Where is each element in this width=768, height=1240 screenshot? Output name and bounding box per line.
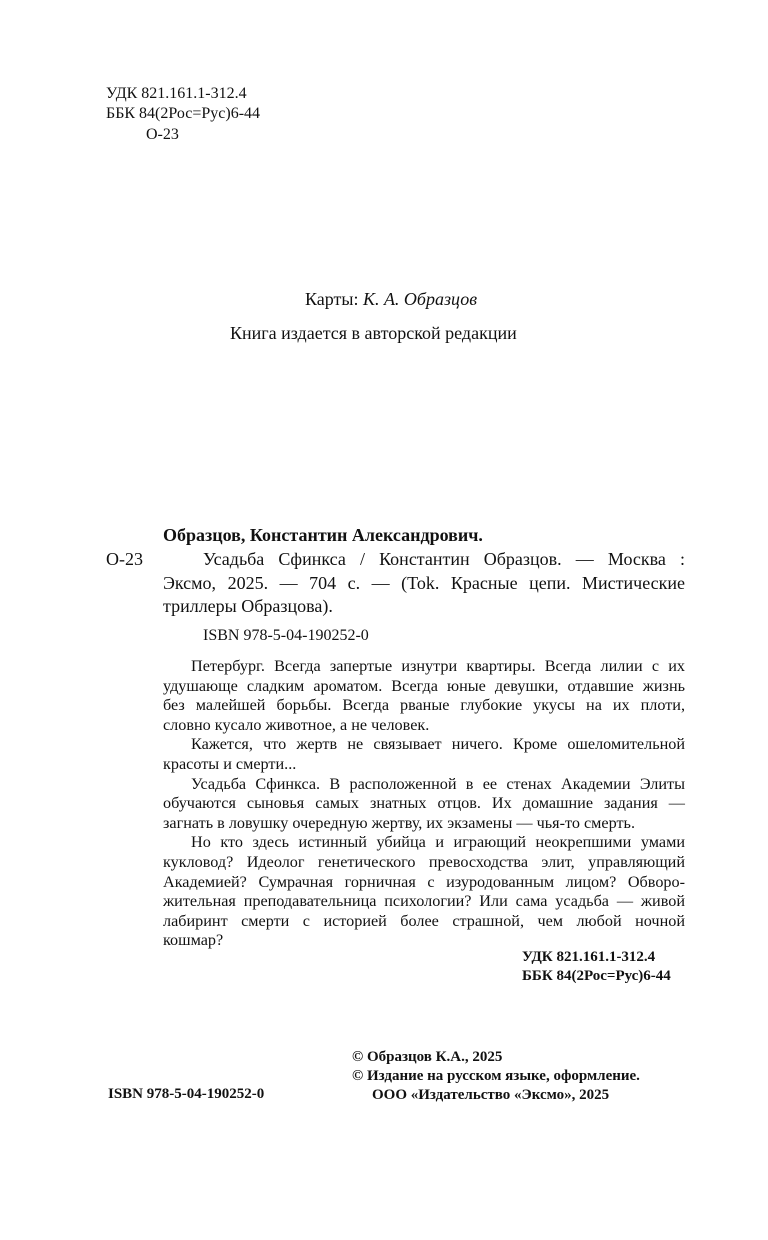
catalog-description-line: Эксмо, 2025. — 704 с. — (Tok. Красные цепи. Мистические <box>163 572 685 593</box>
annotation-bbk: ББК 84(2Рос=Рус)6-44 <box>522 968 671 984</box>
annotation-line: Петербург. Всегда запертые изнутри квартиры. Всегда лилии с их <box>191 657 685 675</box>
copyright-publisher: ООО «Издательство «Эксмо», 2025 <box>372 1087 610 1103</box>
annotation-line: Кажется, что жертв не связывает ничего. Кроме ошеломительной <box>191 735 685 754</box>
catalog-description-line: Усадьба Сфинкса / Константин Образцов. — Москва : <box>203 549 685 569</box>
catalog-description <box>163 548 685 619</box>
annotation-line: удушающе сладким ароматом. Всегда юные девушки, отдавшие жизнь <box>163 676 685 695</box>
annotation-paragraph <box>163 775 685 834</box>
annotation-line: лабиринт смерти с историей более страшной, чем любой ночной <box>163 911 685 930</box>
maps-label: Карты: <box>305 289 363 309</box>
maps-author: К. А. Образцов <box>362 289 478 309</box>
maps-credit <box>305 290 477 308</box>
annotation-line: Но кто здесь истинный убийца и играющий неокрепшими умами <box>191 833 685 852</box>
catalog-author-mark: О-23 <box>106 549 143 569</box>
edition-note: Книга издается в авторской редакции <box>230 323 517 343</box>
annotation-line: красоты и смерти... <box>163 754 297 773</box>
author-mark: О-23 <box>146 126 179 143</box>
bbk-code: ББК 84(2Рос=Рус)6-44 <box>106 105 261 122</box>
annotation-paragraph <box>163 657 685 735</box>
annotation-line: Усадьба Сфинкса. В расположенной в ее стенах Академии Элиты <box>191 774 685 793</box>
annotation-line: словно кусало животное, а не человек. <box>163 715 430 734</box>
annotation-line: загнать в ловушку очередную жертву, их экзамены — чья-то смерть. <box>163 813 635 832</box>
annotation-paragraph <box>163 833 685 951</box>
annotation-line: Академией? Сумрачная горничная с изуродованным лицом? Обворо- <box>163 872 685 891</box>
annotation-udk: УДК 821.161.1-312.4 <box>522 949 656 965</box>
copyright-edition: © Издание на русском языке, оформление. <box>352 1068 640 1084</box>
udk-code: УДК 821.161.1-312.4 <box>106 85 247 102</box>
copyright-author: © Образцов К.А., 2025 <box>352 1049 503 1065</box>
footer-isbn: ISBN 978-5-04-190252-0 <box>108 1086 265 1102</box>
annotation-paragraph <box>163 735 685 774</box>
annotation-line: жительная преподавательница психологии? Или сама усадьба — живой <box>163 892 685 911</box>
catalog-author-heading: Образцов, Константин Александрович. <box>163 525 483 545</box>
catalog-description-line: триллеры Образцова). <box>163 596 333 616</box>
catalog-isbn: ISBN 978-5-04-190252-0 <box>203 627 369 644</box>
annotation-line: кошмар? <box>163 931 224 950</box>
annotation-line: без малейшей борьбы. Всегда рваные глубокие укусы на их плоти, <box>163 696 685 715</box>
annotation-line: кукловод? Идеолог генетического превосходства элит, управляющий <box>163 852 685 871</box>
annotation-line: обучаются сыновья самых знатных отцов. Их домашние задания — <box>163 794 685 813</box>
